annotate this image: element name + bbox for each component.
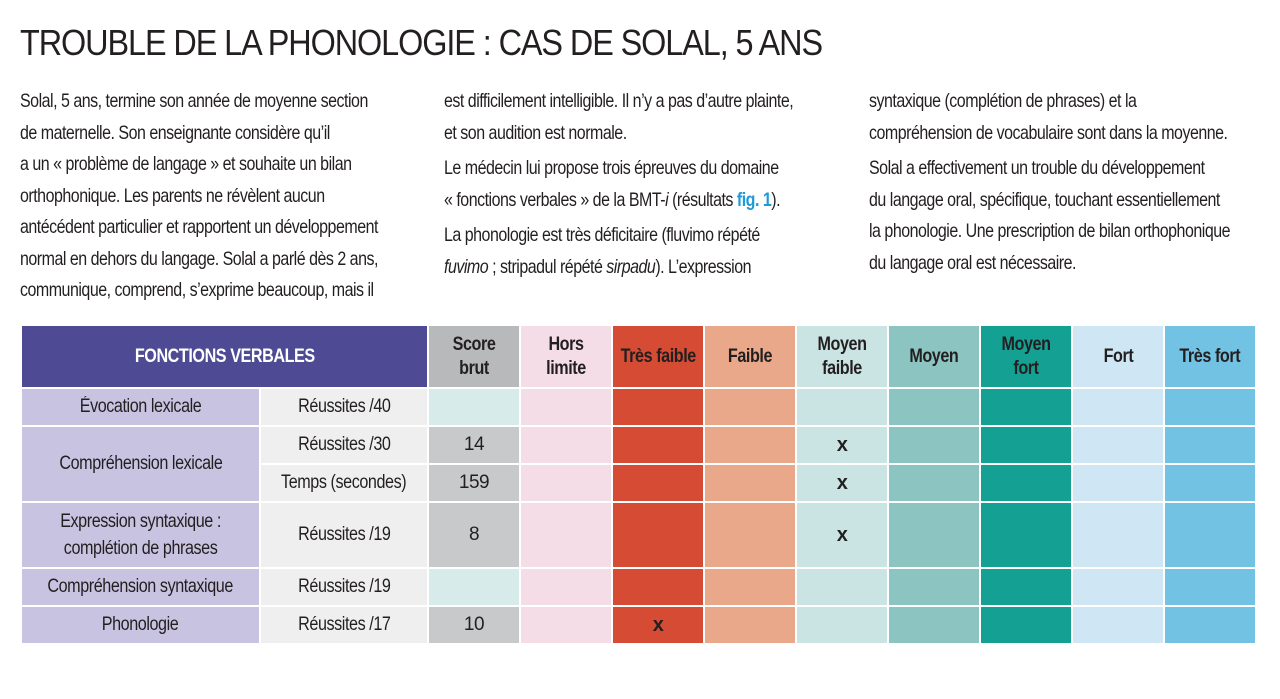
level-cell: [1072, 464, 1164, 502]
text-segment: (résultats: [668, 188, 737, 211]
text-line: Solal a effectivement un trouble du développement: [869, 157, 1205, 179]
header-tres-fort: [1164, 325, 1256, 388]
header-fort: [1072, 325, 1164, 388]
level-cell: [520, 388, 612, 426]
paragraph: [444, 220, 844, 283]
level-cell: [888, 606, 980, 644]
header-label: Hors limite: [546, 333, 586, 379]
table-row: [21, 606, 1256, 644]
text-line: antécédent particulier et rapportent un développement: [20, 216, 378, 238]
text-line: de maternelle. Son enseignante considère qu’il: [20, 121, 330, 144]
level-cell: [704, 464, 796, 502]
text-line: orthophonique. Les parents ne révèlent aucun: [20, 184, 325, 207]
row-measure-text: Réussites /19: [297, 576, 391, 597]
row-measure: [260, 464, 428, 502]
text-column-2: [444, 86, 844, 283]
paragraph: [444, 86, 844, 149]
text-columns: [20, 86, 1265, 306]
header-moyen-fort: [980, 325, 1072, 388]
table-row: [21, 388, 1256, 426]
header-label: Moyen fort: [1001, 333, 1051, 379]
score-cell: 8: [428, 502, 520, 568]
header-label: Très fort: [1179, 345, 1241, 367]
text-line: est difficilement intelligible. Il n’y a pas d’autre plainte,: [444, 90, 794, 112]
text-line: syntaxique (complétion de phrases) et la: [869, 90, 1137, 112]
text-line: [444, 185, 844, 217]
level-cell: [520, 426, 612, 464]
text-column-3: [869, 86, 1269, 279]
header-faible: [704, 325, 796, 388]
text-line: communique, comprend, s’exprime beaucoup, mais il: [20, 279, 374, 301]
paragraph: [869, 153, 1269, 279]
result-mark: x: [836, 433, 848, 456]
level-cell: [980, 502, 1072, 568]
header-label: Fort: [1103, 345, 1133, 367]
level-cell: [888, 568, 980, 606]
page-title: TROUBLE DE LA PHONOLOGIE : CAS DE SOLAL, 5 ANS: [20, 22, 823, 63]
result-mark: x: [836, 523, 848, 546]
text-segment: ).: [771, 188, 781, 211]
level-cell: [888, 426, 980, 464]
header-label: Score brut: [452, 333, 496, 379]
row-label: [21, 388, 260, 426]
header-score: [428, 325, 520, 388]
table-row: [21, 568, 1256, 606]
row-measure: [260, 568, 428, 606]
italic-text: sirpadu: [606, 255, 656, 278]
paragraph: [444, 153, 844, 216]
row-label: [21, 502, 260, 568]
header-tres-faible: [612, 325, 704, 388]
header-label: Très faible: [620, 345, 696, 367]
table-row: [21, 502, 1256, 568]
level-cell: [1072, 426, 1164, 464]
text-line: Solal, 5 ans, termine son année de moyenne section: [20, 90, 368, 112]
row-measure-text: Temps (secondes): [281, 472, 407, 493]
header-label: Moyen: [909, 345, 959, 367]
row-label-text: [60, 508, 221, 562]
level-cell: [612, 426, 704, 464]
text-line: a un « problème de langage » et souhaite un bilan: [20, 153, 352, 175]
row-measure: [260, 502, 428, 568]
header-domain-label: FONCTIONS VERBALES: [134, 345, 315, 367]
level-cell: [612, 606, 704, 644]
paragraph: [869, 86, 1269, 149]
level-cell: [888, 464, 980, 502]
text-line: normal en dehors du langage. Solal a parlé dès 2 ans,: [20, 247, 378, 270]
level-cell: [980, 388, 1072, 426]
row-label-line: Expression syntaxique :: [60, 511, 221, 532]
row-measure-text: Réussites /40: [297, 396, 391, 417]
level-cell: [980, 606, 1072, 644]
level-cell: [796, 464, 888, 502]
level-cell: [612, 388, 704, 426]
result-mark: x: [652, 613, 664, 636]
level-cell: [1164, 464, 1256, 502]
level-cell: [980, 464, 1072, 502]
score-cell: 159: [428, 464, 520, 502]
row-measure-text: Réussites /30: [297, 434, 391, 455]
level-cell: [520, 502, 612, 568]
level-cell: [796, 388, 888, 426]
score-cell: [428, 568, 520, 606]
text-line: du langage oral est nécessaire.: [869, 251, 1076, 274]
level-cell: [888, 502, 980, 568]
row-label-text: Phonologie: [102, 614, 179, 635]
table-row: [21, 426, 1256, 464]
text-line: Le médecin lui propose trois épreuves du domaine: [444, 157, 779, 179]
level-cell: [1164, 606, 1256, 644]
level-cell: [980, 568, 1072, 606]
text-segment: « fonctions verbales » de la BMT-: [444, 188, 666, 211]
level-cell: [704, 606, 796, 644]
row-label-text: Compréhension lexicale: [58, 453, 223, 474]
row-measure: [260, 606, 428, 644]
italic-text: fuvimo: [444, 255, 489, 278]
results-table: [20, 324, 1257, 645]
level-cell: [612, 568, 704, 606]
row-measure-text: Réussites /19: [297, 524, 391, 545]
level-cell: [1072, 502, 1164, 568]
level-cell: [520, 568, 612, 606]
row-measure: [260, 388, 428, 426]
result-mark: x: [836, 471, 848, 494]
level-cell: [1072, 388, 1164, 426]
text-segment: ; stripadul répété: [488, 255, 607, 278]
text-line: du langage oral, spécifique, touchant essentiellement: [869, 188, 1220, 211]
row-label-line: complétion de phrases: [63, 538, 218, 559]
level-cell: [1164, 502, 1256, 568]
italic-text: i: [665, 188, 669, 211]
level-cell: [704, 426, 796, 464]
score-cell: 10: [428, 606, 520, 644]
level-cell: [704, 568, 796, 606]
level-cell: [980, 426, 1072, 464]
level-cell: [612, 464, 704, 502]
level-cell: [1164, 568, 1256, 606]
figure-reference-link[interactable]: fig. 1: [736, 188, 772, 211]
text-line: la phonologie. Une prescription de bilan orthophonique: [869, 220, 1231, 242]
level-cell: [796, 426, 888, 464]
text-line: [444, 252, 844, 284]
text-line: La phonologie est très déficitaire (fluvimo répété: [444, 224, 760, 246]
row-label-text: Compréhension syntaxique: [47, 576, 234, 597]
level-cell: [612, 502, 704, 568]
level-cell: [796, 568, 888, 606]
text-column-1: [20, 86, 420, 307]
level-cell: [520, 606, 612, 644]
header-hors-limite: [520, 325, 612, 388]
header-domain: [21, 325, 428, 388]
level-cell: [796, 606, 888, 644]
row-measure: [260, 426, 428, 464]
level-cell: [888, 388, 980, 426]
header-label: Moyen faible: [817, 333, 867, 379]
level-cell: [1164, 426, 1256, 464]
row-label: [21, 568, 260, 606]
text-line: compréhension de vocabulaire sont dans la moyenne.: [869, 121, 1228, 144]
header-label: Faible: [727, 345, 773, 367]
row-measure-text: Réussites /17: [297, 614, 391, 635]
score-cell: 14: [428, 426, 520, 464]
header-moyen: [888, 325, 980, 388]
level-cell: [1072, 568, 1164, 606]
table-header-row: [21, 325, 1256, 388]
text-segment: ). L’expression: [655, 255, 752, 278]
level-cell: [1164, 388, 1256, 426]
row-label-text: Évocation lexicale: [79, 396, 202, 417]
level-cell: [520, 464, 612, 502]
text-line: et son audition est normale.: [444, 121, 627, 144]
level-cell: [704, 388, 796, 426]
row-label: [21, 606, 260, 644]
paragraph: [20, 86, 420, 307]
header-moyen-faible: [796, 325, 888, 388]
level-cell: [1072, 606, 1164, 644]
score-cell: [428, 388, 520, 426]
level-cell: [796, 502, 888, 568]
level-cell: [704, 502, 796, 568]
row-label: [21, 426, 260, 502]
